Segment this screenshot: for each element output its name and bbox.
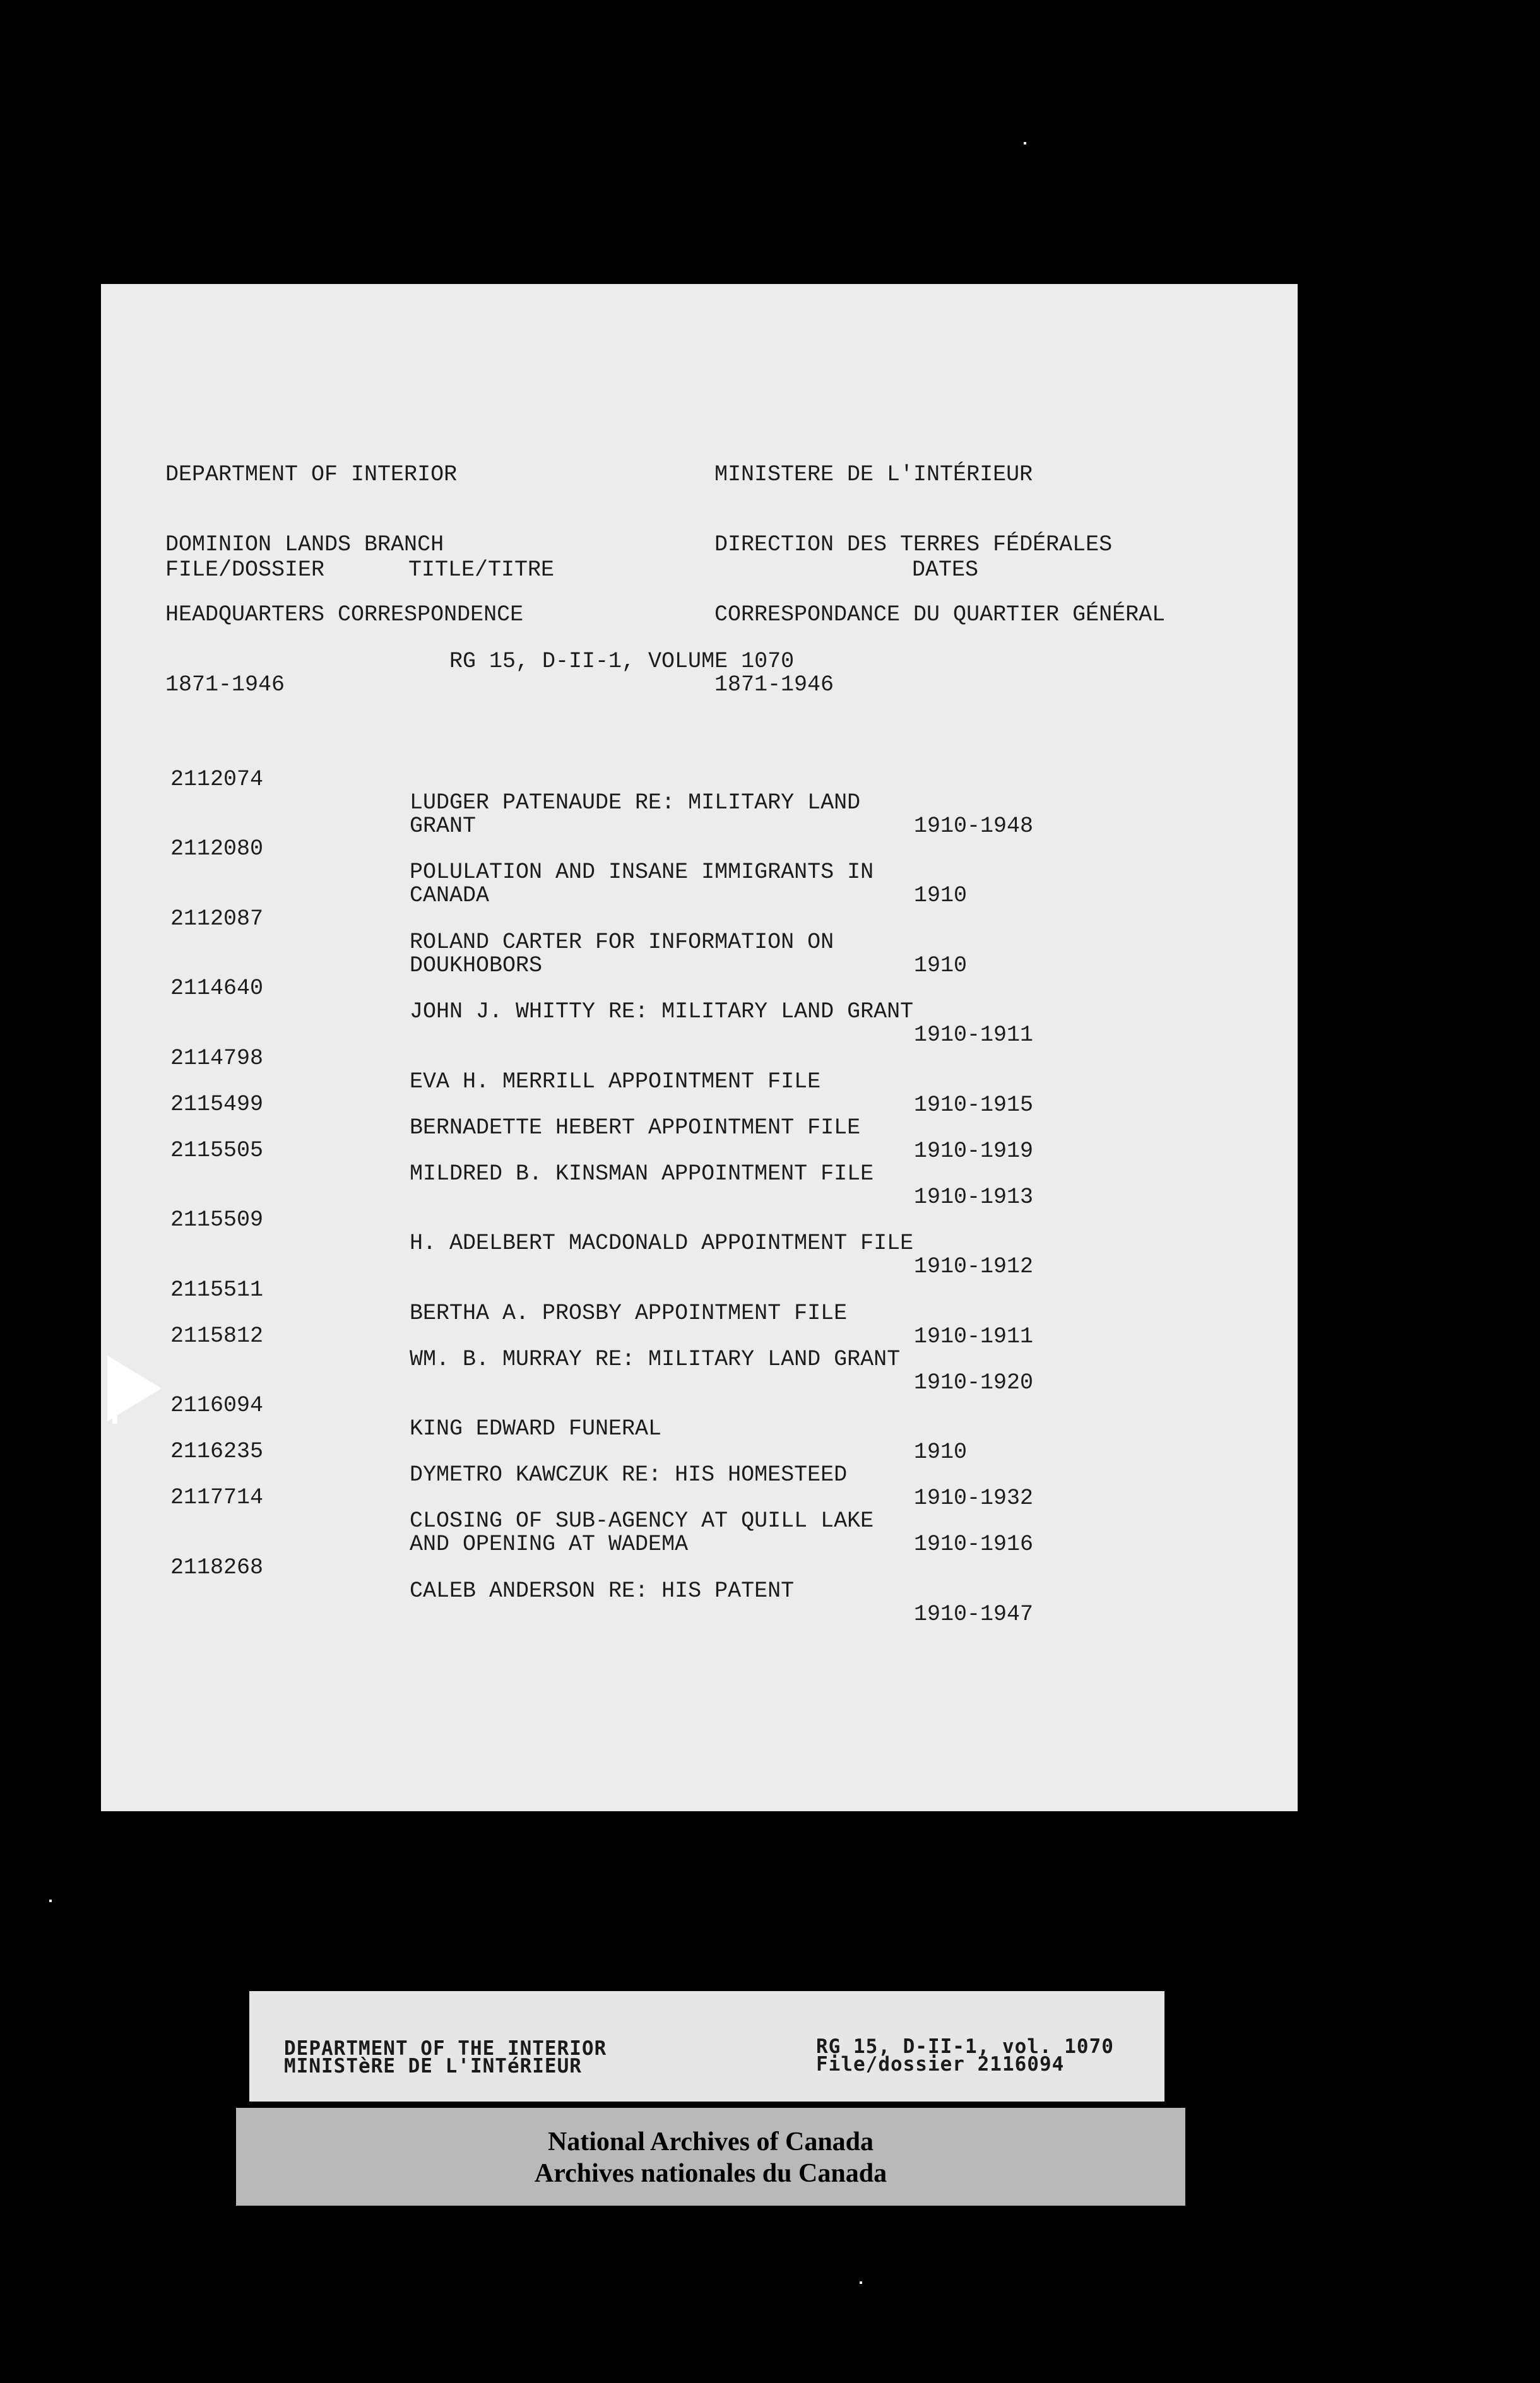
file-title: CALEB ANDERSON RE: HIS PATENT	[410, 1578, 795, 1604]
file-number: 2112080	[170, 836, 264, 861]
column-header-file: FILE/DOSSIER	[165, 557, 325, 582]
file-dates: 1910-1919	[914, 1138, 1034, 1164]
file-number: 2114798	[170, 1046, 264, 1071]
file-number: 2115499	[170, 1092, 264, 1117]
scan-speck	[860, 2281, 862, 2284]
label-volume: RG 15, D-II-1, vol. 1070	[816, 2035, 1114, 2058]
file-dates: 1910-1912	[914, 1254, 1034, 1279]
label-department-fr: MINISTèRE DE L'INTéRIEUR	[284, 2055, 582, 2078]
file-title: KING EDWARD FUNERAL	[410, 1416, 662, 1441]
file-dates: 1910-1911	[914, 1324, 1034, 1349]
file-dates: 1910-1913	[914, 1185, 1034, 1210]
file-dates: 1910	[914, 1440, 968, 1465]
file-title: BERNADETTE HEBERT APPOINTMENT FILE	[410, 1115, 861, 1140]
scan-speck	[1024, 142, 1026, 145]
file-number: 2115812	[170, 1323, 264, 1349]
file-label	[249, 1991, 1164, 2102]
file-dates: 1910-1911	[914, 1022, 1034, 1048]
header-line: DEPARTMENT OF INTERIOR	[165, 462, 458, 487]
file-number: 2115511	[170, 1277, 264, 1303]
file-title: BERTHA A. PROSBY APPOINTMENT FILE	[410, 1301, 848, 1326]
file-dates: 1910	[914, 883, 968, 908]
file-number: 2115505	[170, 1138, 264, 1163]
file-dates: 1910-1948	[914, 813, 1034, 839]
file-dates: 1910-1947	[914, 1602, 1034, 1627]
file-title: LUDGER PATENAUDE RE: MILITARY LAND GRANT	[410, 790, 861, 839]
file-number: 2112074	[170, 767, 264, 792]
scan-speck	[49, 1900, 52, 1902]
header-line: MINISTERE DE L'INTÉRIEUR	[714, 462, 1033, 487]
header-line: DIRECTION DES TERRES FÉDÉRALES	[714, 532, 1113, 557]
file-number: 2116094	[170, 1393, 264, 1418]
file-dates: 1910-1915	[914, 1092, 1034, 1118]
file-title: WM. B. MURRAY RE: MILITARY LAND GRANT	[410, 1347, 901, 1372]
file-dates: 1910-1920	[914, 1370, 1034, 1395]
file-dates: 1910	[914, 953, 968, 978]
document-page	[101, 284, 1298, 1811]
file-number: 2116235	[170, 1439, 264, 1464]
volume-reference: RG 15, D-II-1, VOLUME 1070	[449, 649, 795, 674]
file-number: 2117714	[170, 1485, 264, 1510]
file-number: 2114640	[170, 976, 264, 1001]
column-header-dates: DATES	[912, 557, 979, 582]
file-title: POLULATION AND INSANE IMMIGRANTS IN CANADA	[410, 860, 874, 908]
archive-stamp	[236, 2108, 1185, 2206]
file-title: JOHN J. WHITTY RE: MILITARY LAND GRANT	[410, 999, 914, 1024]
label-file-number: File/dossier 2116094	[816, 2053, 1065, 2076]
file-number: 2112087	[170, 906, 264, 931]
header-line: 1871-1946	[714, 672, 834, 697]
file-title: DYMETRO KAWCZUK RE: HIS HOMESTEED	[410, 1462, 848, 1487]
header-line: 1871-1946	[165, 672, 285, 697]
label-department-en: DEPARTMENT OF THE INTERIOR	[284, 2037, 607, 2060]
arrow-tail	[112, 1402, 117, 1424]
header-line: CORRESPONDANCE DU QUARTIER GÉNÉRAL	[714, 602, 1166, 627]
file-title: CLOSING OF SUB-AGENCY AT QUILL LAKE AND OPENING AT WADEMA	[410, 1508, 874, 1557]
archive-name-fr: Archives nationales du Canada	[534, 2159, 887, 2188]
table-row	[101, 1533, 1298, 1650]
file-title: H. ADELBERT MACDONALD APPOINTMENT FILE	[410, 1231, 914, 1256]
header-line: HEADQUARTERS CORRESPONDENCE	[165, 602, 524, 627]
column-header-title: TITLE/TITRE	[408, 557, 555, 582]
file-dates: 1910-1932	[914, 1486, 1034, 1511]
file-number: 2115509	[170, 1207, 264, 1233]
file-title: EVA H. MERRILL APPOINTMENT FILE	[410, 1069, 821, 1094]
file-dates: 1910-1916	[914, 1532, 1034, 1557]
file-number: 2118268	[170, 1555, 264, 1580]
file-title: MILDRED B. KINSMAN APPOINTMENT FILE	[410, 1161, 874, 1186]
archive-name-en: National Archives of Canada	[547, 2127, 874, 2156]
header-line: DOMINION LANDS BRANCH	[165, 532, 444, 557]
file-title: ROLAND CARTER FOR INFORMATION ON DOUKHOBORS	[410, 930, 834, 978]
